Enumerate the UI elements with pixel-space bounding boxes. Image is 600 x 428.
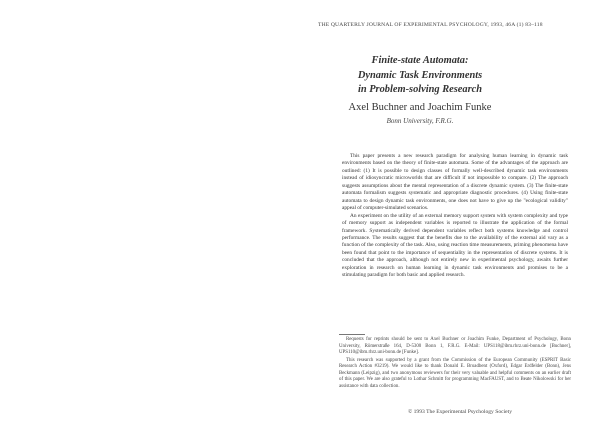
title-line-3: in Problem-solving Research bbox=[357, 84, 483, 95]
abstract bbox=[342, 153, 568, 280]
title-line-1: Finite-state Automata: bbox=[371, 55, 469, 66]
abstract-paragraph-1: This paper presents a new research paradigm for analysing human learning in dynamic task environments based on the theory of finite-state automata. Some of the advantages of the approach are outlined: (1) It is possible to design classes of formally well-described dynamic task environments instead of idiosyncratic microworlds that are difficult if not impossible to compare. (2) The approach suggests assumptions about the mental representation of a discrete dynamic system. (3) The finite-state automata formalism suggests systematic and appropriate diagnostic procedures. (4) Using finite-state automata to design dynamic task environments, one does not have to give up the "ecological validity" appeal of computer-simulated scenarios. bbox=[342, 153, 568, 212]
running-head: THE QUARTERLY JOURNAL OF EXPERIMENTAL PSYCHOLOGY, 1993, 46A (1) 83–118 bbox=[318, 22, 543, 28]
title-line-2: Dynamic Task Environments bbox=[357, 69, 483, 81]
footnote-reprints: Requests for reprints should be sent to Axel Buchner or Joachim Funke, Department of Psychology, Bonn University, Römerstraße 164, D-5300 Bonn 1, F.R.G. E-Mail: UPS118@ibm.rhrz.uni-bonn.de [Buchner], UPS110@ibm.rhrz.uni-bonn.de [Funke]. bbox=[339, 337, 571, 355]
abstract-paragraph-2: An experiment on the utility of an external memory support system with system complexity and type of memory support as independent variables is reported to illustrate the application of the formal framework. Systematically derived dependent variables reflect both systems knowledge and control performance. The results suggest that the benefits due to the availability of the external aid vary as a function of the complexity of the task. Also, using reaction time measurements, priming phenomena have been found that point to the importance of sequentiality in the representation of discrete systems. It is concluded that the approach, although not entirely new in experimental psychology, awaits further exploration in research on human learning in dynamic task environments and promises to be a stimulating paradigm for both basic and applied research. bbox=[342, 212, 568, 279]
authors: Axel Buchner and Joachim Funke bbox=[348, 102, 492, 113]
footnotes bbox=[339, 337, 571, 391]
copyright: © 1993 The Experimental Psychology Society bbox=[407, 409, 513, 415]
footnote-acknowledgements: This research was supported by a grant from the Commission of the European Community (ESPRIT Basic Research Action #3219). We would like to thank Donald E. Broadbent (Oxford), Edgar Erdfelder (Bonn), Jens Beckmann (Leipzig), and two anonymous reviewers for their very valuable and helpful comments on an earlier draft of this paper. We are also grateful to Lothar Schmitt for programming MacFAUST, and to Beate Nikolowski for her assistance with data collection. bbox=[339, 357, 571, 389]
article-title bbox=[330, 54, 510, 98]
affiliation: Bonn University, F.R.G. bbox=[386, 117, 454, 125]
footnote-rule bbox=[339, 334, 365, 335]
